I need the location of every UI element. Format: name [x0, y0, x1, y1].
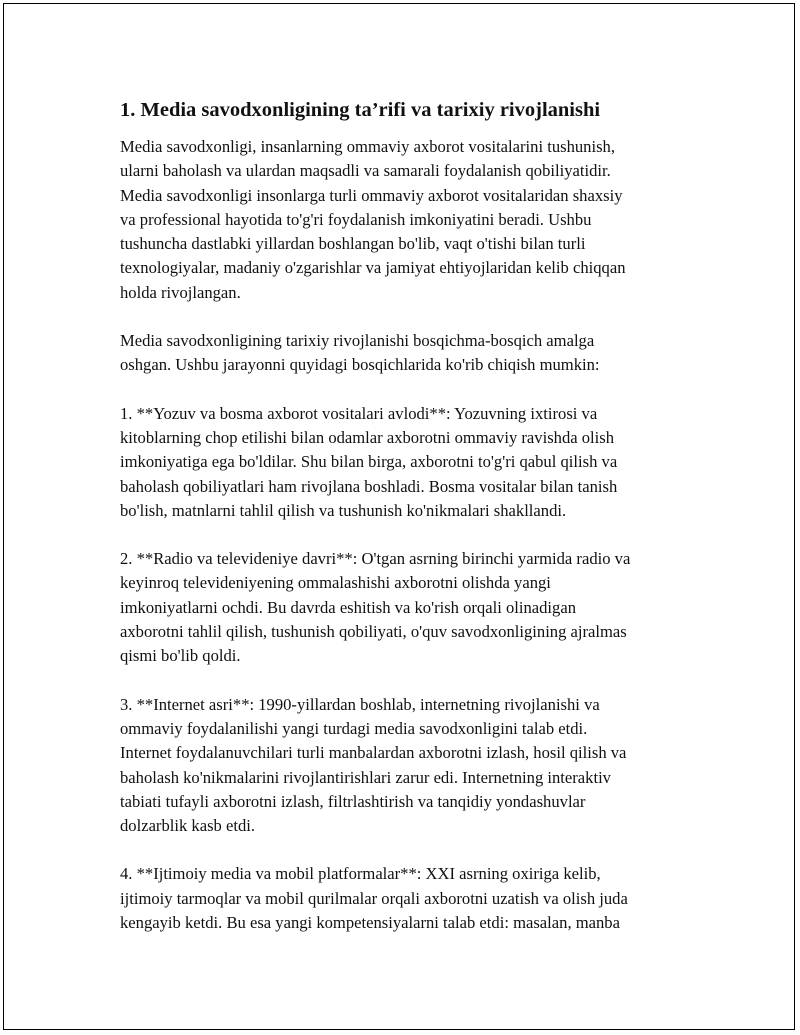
text-line: axborotni tahlil qilish, tushunish qobiliyati, o'quv savodxonligining ajralmas — [120, 622, 627, 642]
text-line: va professional hayotida to'g'ri foydalanish imkoniyatini beradi. Ushbu — [120, 209, 592, 229]
text-line: kengayib ketdi. Bu esa yangi kompetensiyalarni talab etdi: masalan, manba — [120, 913, 620, 933]
text-line: Internet foydalanuvchilari turli manbalardan axborotni izlash, hosil qilish va — [120, 743, 627, 763]
text-line: 3. **Internet asri**: 1990-yillardan boshlab, internetning rivojlanishi va — [120, 694, 600, 714]
text-line: Media savodxonligining tarixiy rivojlanishi bosqichma-bosqich amalga — [120, 331, 595, 351]
paragraph-stage-3 — [120, 693, 690, 839]
text-line: 4. **Ijtimoiy media va mobil platformalar**: XXI asrning oxiriga kelib, — [120, 864, 601, 884]
paragraph-definition — [120, 135, 690, 305]
text-line: imkoniyatlarni ochdi. Bu davrda eshitish va ko'rish orqali olinadigan — [120, 597, 577, 617]
text-line: oshgan. Ushbu jarayonni quyidagi bosqichlarida ko'rib chiqish mumkin: — [120, 355, 600, 375]
document-page — [3, 3, 795, 1030]
text-line: tushuncha dastlabki yillardan boshlangan bo'lib, vaqt o'tishi bilan turli — [120, 234, 586, 254]
text-line: Media savodxonligi, insanlarning ommaviy axborot vositalarini tushunish, — [120, 137, 615, 156]
text-line: Media savodxonligi insonlarga turli ommaviy axborot vositalaridan shaxsiy — [120, 185, 623, 205]
text-line: dolzarblik kasb etdi. — [120, 816, 256, 836]
text-line: kitoblarning chop etilishi bilan odamlar axborotni ommaviy ravishda olish — [120, 427, 615, 447]
text-line: ommaviy foydalanilishi yangi turdagi media savodxonligini talab etdi. — [120, 718, 588, 738]
text-line: baholash ko'nikmalarini rivojlantirishlari zarur edi. Internetning interaktiv — [120, 767, 611, 787]
document-content — [120, 95, 690, 959]
paragraph-intro-stages — [120, 329, 690, 378]
paragraph-stage-1 — [120, 402, 690, 523]
text-line: bo'lish, matnlarni tahlil qilish va tushunish ko'nikmalari shakllandi. — [120, 500, 567, 520]
text-line: 1. **Yozuv va bosma axborot vositalari avlodi**: Yozuvning ixtirosi va — [120, 403, 598, 423]
text-line: ularni baholash va ulardan maqsadli va samarali foydalanish qobiliyatidir. — [120, 161, 611, 181]
paragraph-stage-4 — [120, 862, 690, 935]
text-line: baholash qobiliyatlari ham rivojlana boshladi. Bosma vositalar bilan tanish — [120, 476, 618, 496]
text-line: texnologiyalar, madaniy o'zgarishlar va jamiyat ehtiyojlaridan kelib chiqqan — [120, 258, 626, 278]
text-line: holda rivojlangan. — [120, 282, 241, 302]
text-line: qismi bo'lib qoldi. — [120, 646, 241, 666]
text-line: keyinroq televideniyening ommalashishi axborotni olishda yangi — [120, 573, 551, 593]
paragraph-stage-2 — [120, 547, 690, 668]
text-line: tabiati tufayli axborotni izlash, filtrlashtirish va tanqidiy yondashuvlar — [120, 791, 586, 811]
text-line: imkoniyatiga ega bo'ldilar. Shu bilan birga, axborotni to'g'ri qabul qilish va — [120, 452, 618, 472]
section-heading: 1. Media savodxonligining ta’rifi va tarixiy rivojlanishi — [120, 99, 601, 121]
text-line: 2. **Radio va televideniye davri**: O'tgan asrning birinchi yarmida radio va — [120, 549, 631, 569]
text-line: ijtimoiy tarmoqlar va mobil qurilmalar orqali axborotni uzatish va olish juda — [120, 888, 628, 908]
